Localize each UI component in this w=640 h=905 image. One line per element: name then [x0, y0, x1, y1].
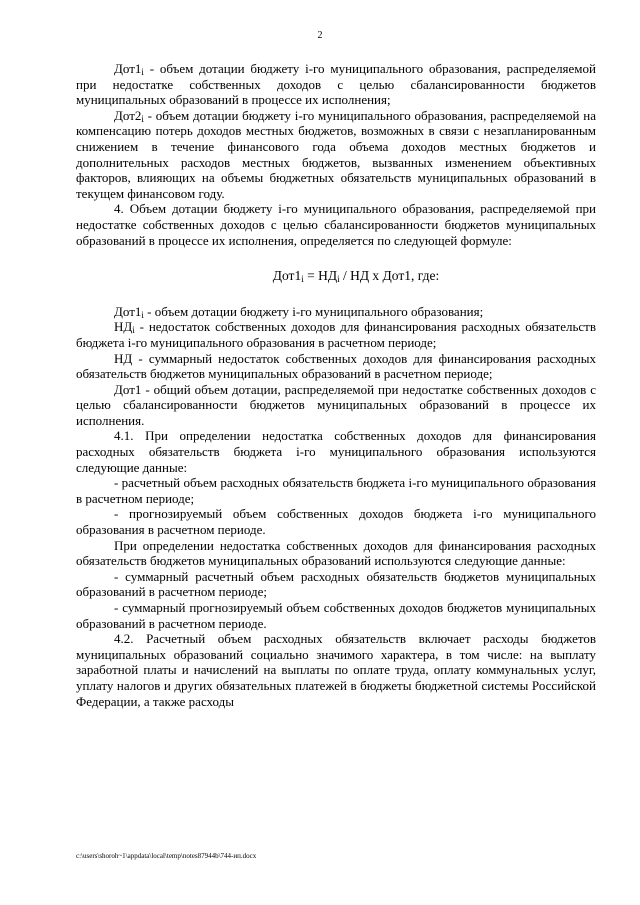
page-number: 2: [317, 30, 323, 41]
paragraph-dot1-legend: Дот1 - общий объем дотации, распределяемой при недостатке собственных доходов с целью сбалансированности бюджетов муниципальных образований в процессе их исполнения.: [76, 381, 596, 428]
paragraph-dot2-definition: $Дот2_i$ - объем дотации бюджету i-го муниципального образования, распределяемой на компенсацию потерь доходов местных бюджетов, возможных в связи с незапланированным снижением в течение финансового года объема доходов местных бюджетов и дополнительных расходов местных бюджетов, вызванных изменением объективных факторов, влияющих на объемы бюджетных обязательств муниципальных образований в текущем финансовом году.: [76, 107, 596, 201]
paragraph-section-4-2: 4.2. Расчетный объем расходных обязательств включает расходы бюджетов муниципальных образований социально значимого характера, в том числе: на выплату заработной платы и начислений на выплаты по оплате труда, оплату коммунальных услуг, уплату налогов и других обязательных платежей в бюджеты бюджетной системы Российской Федерации, а также расходы: [76, 631, 596, 709]
paragraph-list-item: - расчетный объем расходных обязательств бюджета i-го муниципального образования в расчетном периоде;: [76, 475, 596, 506]
paragraph-dot1i-legend: $Дот1_i$ - объем дотации бюджету i-го муниципального образования;: [114, 303, 484, 320]
paragraph-total-data: При определении недостатка собственных доходов для финансирования расходных обязательств бюджетов муниципальных образований используются следующие данные:: [76, 537, 596, 569]
document-body: [76, 61, 596, 709]
paragraph-list-item: - прогнозируемый объем собственных доходов бюджета i-го муниципального образования в расчетном периоде.: [76, 506, 596, 538]
paragraph-section-4-1: 4.1. При определении недостатка собственных доходов для финансирования расходных обязательств бюджета i-го муниципального образования используются следующие данные:: [76, 428, 596, 475]
paragraph-list-item: - суммарный расчетный объем расходных обязательств бюджетов муниципальных образований в расчетном периоде;: [76, 568, 596, 600]
paragraph-list-item: - суммарный прогнозируемый объем собственных доходов бюджетов муниципальных образований в расчетном периоде.: [76, 600, 596, 631]
paragraph-section-4: 4. Объем дотации бюджету i-го муниципального образования, распределяемой при недостатке собственных доходов с целью сбалансированности бюджетов муниципальных образований в процессе их исполнения, определяется по следующей формуле:: [76, 201, 596, 248]
formula: $Дот1_i = НД_i$ / НД х Дот1, где:: [272, 268, 440, 285]
paragraph-nd-legend: НД - суммарный недостаток собственных доходов для финансирования расходных обязательств бюджетов муниципальных образований в расчетном периоде;: [76, 350, 596, 382]
footer-file-path: c:\users\shoroh~1\appdata\local\temp\notes87944b\744-ип.docx: [76, 852, 257, 860]
paragraph-dot1-definition: $Дот1_i$ - объем дотации бюджету i-го муниципального образования, распределяемой при недостатке собственных доходов с целью сбалансированности бюджетов муниципальных образований в процессе их исполнения;: [76, 61, 596, 108]
paragraph-ndi-legend: $НД_i$ - недостаток собственных доходов для финансирования расходных обязательств бюджета i-го муниципального образования в расчетном периоде;: [76, 319, 596, 350]
